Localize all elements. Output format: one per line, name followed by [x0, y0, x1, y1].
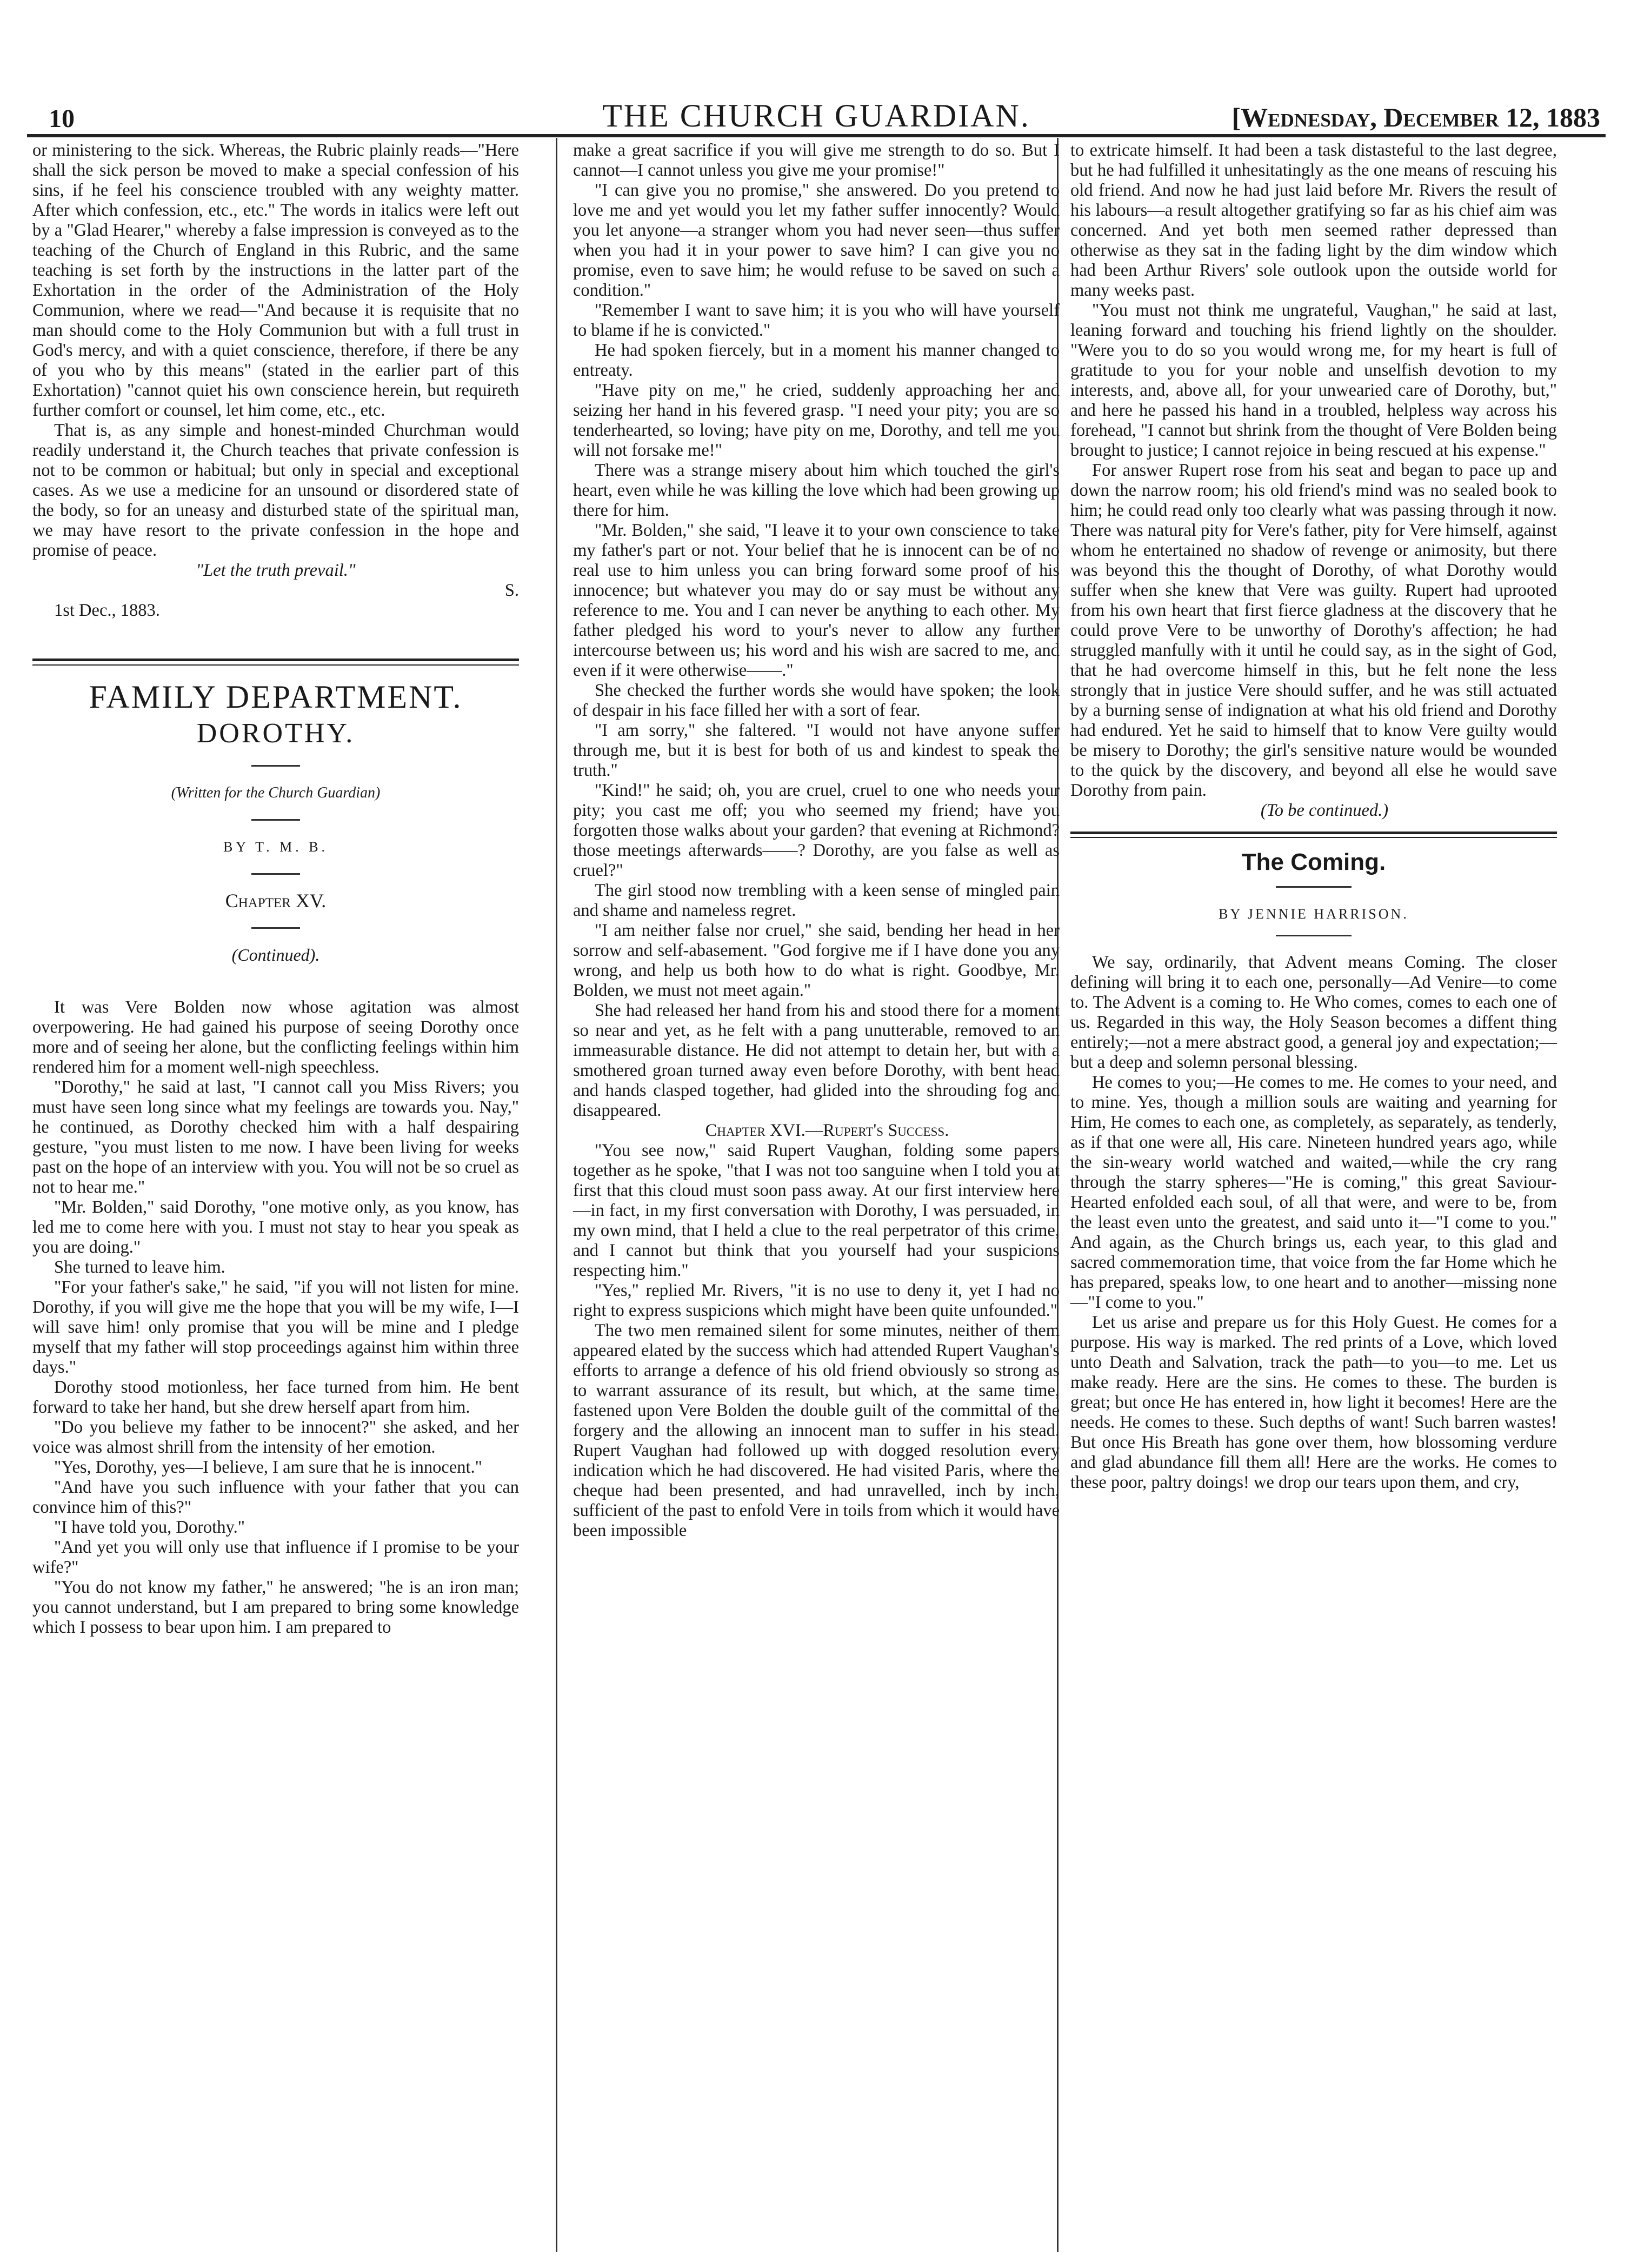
story-paragraph: The two men remained silent for some minutes, neither of them appeared elated by the success which had attended Rupert Vaughan's efforts to arrange a defence of his old friend obviously so strong as to warrant assurance of its result, but which, at the same time, fastened upon Vere Bolden the double guilt of the committal of the forgery and the allowing an innocent man to suffer in his stead. Rupert Vaughan had followed up with dogged resolution every indication which he had discovered. He had visited Paris, where the cheque had been presented, and had unravelled, inch by inch, sufficient of the past to enfold Vere in toils from which it would have been impossible	[573, 1321, 1060, 1540]
story-paragraph: "Remember I want to save him; it is you who will have yourself to blame if he is convicted."	[573, 301, 1060, 340]
short-rule	[251, 765, 300, 767]
closing-quote: "Let the truth prevail."	[196, 561, 356, 580]
issue-date: [Wednesday, December 12, 1883	[1231, 102, 1600, 132]
article-paragraph: We say, ordinarily, that Advent means Coming. The closer defining will bring it to each one, personally—Ad Venire—to come to. The Advent is a coming to. He Who comes, comes to each one of us. Regarded in this way, the Holy Season becomes a diffent thing entirely;—not a mere abstract good, a general joy and expectation;—but a deep and solemn personal blessing.	[1070, 953, 1557, 1072]
story-paragraph: "Have pity on me," he cried, suddenly approaching her and seizing her hand in his fevered grasp. "I need your pity; you are so tenderhearted, so loving; have pity on me, Dorothy, and tell me you will not forsake me!"	[573, 381, 1060, 460]
story-paragraph: "Yes, Dorothy, yes—I believe, I am sure that he is innocent."	[54, 1458, 482, 1477]
story-title: DOROTHY.	[196, 718, 355, 749]
story-paragraph: "Yes," replied Mr. Rivers, "it is no use to deny it, yet I had no right to express suspicions which might have been quite unfounded."	[573, 1281, 1060, 1320]
story-paragraph: "For your father's sake," he said, "if you will not listen for mine. Dorothy, if you will give me the hope that you will be my wife, I—I will save him! only promise that you will be mine and I pledge myself that my father will stop proceedings against him within three days."	[32, 1278, 519, 1377]
story-paragraph: For answer Rupert rose from his seat and began to pace up and down the narrow room; his old friend's mind was no sealed book to him; he could read only too clearly what was passing through it now. There was natural pity for Vere's father, pity for Vere himself, against whom he entertained no shadow of revenge or animosity, but there was beyond this the thought of Dorothy, of what Dorothy would suffer when she knew that Vere was guilty. Rupert had uprooted from his own heart that first fierce gladness at the discovery that he could prove Vere to be unworthy of Dorothy's affection; he had struggled manfully with it until he could say, as in the sight of God, that he had overcome himself in this, but he felt none the less strongly that in justice Vere should suffer, and he was still actuated by a burning sense of indignation at what his old friend and Dorothy had endured. Yet he said to himself that to know Vere guilty would be misery to Dorothy; the girl's sensitive nature would be wounded to the quick by the discovery, and beyond all else he would save Dorothy from pain.	[1070, 461, 1557, 800]
story-paragraph: "Kind!" he said; oh, you are cruel, cruel to one who needs your pity; you cast me off; you who seemed my friend; have you forgotten those walks about your garden? that evening at Richmond? those meetings afterwards——? Dorothy, are you false as well as cruel?"	[573, 781, 1060, 880]
chapter-heading: Chapter XVI.—Rupert's Success.	[705, 1121, 949, 1140]
story-paragraph: "I have told you, Dorothy."	[54, 1518, 245, 1537]
story-paragraph: It was Vere Bolden now whose agitation was almost overpowering. He had gained his purpose of seeing Dorothy once more and of seeing her alone, but the conflicting feelings within him rendered him for a moment well-nigh speechless.	[32, 997, 519, 1077]
story-paragraph: "You see now," said Rupert Vaughan, folding some papers together as he spoke, "that I was not too sanguine when I told you at first that this cloud must soon pass away. At our first interview here—in fact, in my first conversation with Dorothy, I was persuaded, in my own mind, that I held a clue to the real perpetrator of this crime, and I cannot but think that you yourself had your suspicions respecting him."	[573, 1141, 1060, 1280]
header-rule	[27, 134, 1606, 137]
short-rule	[251, 819, 300, 821]
story-paragraph: make a great sacrifice if you will give me strength to do so. But I cannot—I cannot unless you give me your promise!"	[573, 141, 1060, 180]
written-for-note: (Written for the Church Guardian)	[171, 784, 381, 801]
column-divider	[556, 138, 557, 2252]
story-paragraph: The girl stood now trembling with a keen sense of mingled pain and shame and nameless regret.	[573, 881, 1060, 920]
story-paragraph: "I can give you no promise," she answered. Do you pretend to love me and yet would you let my father suffer innocently? Would you let anyone—a stranger whom you had never seen—thus suffer when you had it in your power to save him? I can give you no promise, even to save him; he would refuse to be saved on such a condition."	[573, 181, 1060, 300]
signature: S.	[504, 581, 519, 600]
short-rule	[251, 873, 300, 875]
column-1	[32, 141, 519, 1638]
byline: BY JENNIE HARRISON.	[1219, 906, 1409, 922]
story-paragraph: to extricate himself. It had been a task distasteful to the last degree, but he had fulfilled it unhesitatingly as the one means of rescuing his old friend. And now he had just laid before Mr. Rivers the result of his labours—a result altogether gratifying so far as his chief aim was concerned. And yet both men seemed rather depressed than otherwise as they sat in the fading light by the dim window which had been Arthur Rivers' sole outlook upon the outside world for many weeks past.	[1070, 141, 1557, 300]
story-paragraph: There was a strange misery about him which touched the girl's heart, even while he was killing the love which had been growing up there for him.	[573, 461, 1060, 520]
continued-note: (Continued).	[231, 945, 320, 965]
story-paragraph: "And have you such influence with your father that you can convince him of this?"	[32, 1478, 519, 1517]
chapter-heading: Chapter XV.	[225, 890, 327, 912]
story-paragraph: "And yet you will only use that influence if I promise to be your wife?"	[32, 1538, 519, 1577]
story-paragraph: "I am neither false nor cruel," she said, bending her head in her sorrow and self-abasement. "God forgive me if I have done you any wrong, and help us both how to do what is right. Goodbye, Mr. Bolden, we must not meet again."	[573, 921, 1060, 1000]
short-rule	[1276, 886, 1352, 888]
story-paragraph: "Mr. Bolden," said Dorothy, "one motive only, as you know, has led me to come here with you. I must not stay to hear you speak as you are doing."	[32, 1198, 519, 1257]
story-paragraph: She checked the further words she would have spoken; the look of despair in his face filled her with a sort of fear.	[573, 681, 1060, 720]
column-2	[573, 141, 1060, 1541]
section-rule	[1070, 832, 1557, 838]
short-rule	[251, 927, 300, 929]
page-number: 10	[49, 104, 75, 133]
story-paragraph: "Mr. Bolden," she said, "I leave it to your own conscience to take my father's part or not. Your belief that he is innocent can be of no real use to him unless you can bring forward some proof of his innocence; but whatever you may do or say must be without any reference to me. You and I can never be anything to each other. My father pledged his word to your's never to allow any further intercourse between us; his word and his wish are sacred to me, and even if it were otherwise——."	[573, 521, 1060, 680]
article-paragraph: He comes to you;—He comes to me. He comes to your need, and to mine. Yes, though a million souls are waiting and yearning for Him, He comes to each one, as completely, as separately, as tenderly, as if that one were all, His care. Nineteen hundred years ago, while the sin-weary world watched and waited,—while the cry rang through the starry spheres—"He is coming," this great Saviour-Hearted enfolded each soul, of all that were, and were to be, from the least even unto the greatest, and said unto it—"I come to you." And again, as the Church brings us, each year, to this glad and sacred commemoration time, that voice from the far Home which he has prepared, speaks low, to one heart and to another—missing none—"I come to you."	[1070, 1073, 1557, 1312]
story-paragraph: "You do not know my father," he answered; "he is an iron man; you cannot understand, but I am prepared to bring some knowledge which I possess to bear upon him. I am prepared to	[32, 1578, 519, 1637]
to-be-continued-note: (To be continued.)	[1260, 801, 1389, 820]
byline: BY T. M. B.	[223, 839, 329, 855]
column-3	[1070, 141, 1557, 1493]
section-rule	[32, 659, 519, 666]
newspaper-title: THE CHURCH GUARDIAN.	[602, 98, 1030, 134]
article-paragraph: Let us arise and prepare us for this Holy Guest. He comes for a purpose. His way is marked. The red prints of a Love, which loved unto Death and Salvation, track the path—to you—to me. Let us make ready. Here are the sins. He comes to these. The burden is great; but once He has entered in, how light it becomes! Here are the needs. He comes to these. Such depths of want! Such barren wastes! But once His Breath has gone over them, how blossoming verdure and glad abundance fill them all! Here are the works. He comes to these poor, paltry doings! we drop our tears upon them, and cry,	[1070, 1313, 1557, 1492]
department-heading: FAMILY DEPARTMENT.	[89, 679, 463, 715]
story-paragraph: Dorothy stood motionless, her face turned from him. He bent forward to take her hand, but she drew herself apart from him.	[32, 1378, 519, 1417]
story-paragraph: "I am sorry," she faltered. "I would not have anyone suffer through me, but it is best for both of us and kindest to speak the truth."	[573, 721, 1060, 780]
masthead	[27, 70, 1606, 134]
article-paragraph: That is, as any simple and honest-minded Churchman would readily understand it, the Church teaches that private confession is not to be common or habitual; but only in special and exceptional cases. As we use a medicine for an unsound or disordered state of the body, so for an uneasy and disturbed state of the spiritual man, we may have resort to the private confession in the hope and promise of peace.	[32, 421, 519, 560]
story-paragraph: "Dorothy," he said at last, "I cannot call you Miss Rivers; you must have seen long since what my feelings are towards you. Nay," he continued, as Dorothy checked him with a half despairing gesture, "you must listen to me now. I have been living for weeks past on the hope of an interview with you. You will not be so cruel as not to hear me."	[32, 1078, 519, 1197]
story-paragraph: He had spoken fiercely, but in a moment his manner changed to entreaty.	[573, 341, 1060, 380]
article-title: The Coming.	[1241, 849, 1386, 875]
story-paragraph: "You must not think me ungrateful, Vaughan," he said at last, leaning forward and touching his friend lightly on the shoulder. "Were you to do so you would wrong me, for my heart is full of gratitude to you for your noble and unselfish devotion to my interests, and, above all, for your unwearied care of Dorothy, but," and here he passed his hand in a troubled, helpless way across his forehead, "I cannot but shrink from the thought of Vere Bolden being brought to justice; I cannot rejoice in being rescued at his expense."	[1070, 301, 1557, 460]
dateline: 1st Dec., 1883.	[54, 601, 160, 620]
story-paragraph: She turned to leave him.	[54, 1258, 225, 1277]
article-paragraph: or ministering to the sick. Whereas, the Rubric plainly reads—"Here shall the sick person be moved to make a special confession of his sins, if he feel his conscience troubled with any weighty matter. After which confession, etc., etc." The words in italics were left out by a "Glad Hearer," whereby a false impression is conveyed as to the teaching of the Church of England in this Rubric, and the same teaching is set forth by the instructions in the latter part of the Exhortation in the order of the Administration of the Holy Communion, where we read—"And because it is requisite that no man should come to the Holy Communion but with a full trust in God's mercy, and with a quiet conscience, therefore, if there be any of you who by this means" (stated in the earlier part of this Exhortation) "cannot quiet his own conscience herein, but requireth further comfort or counsel, let him come, etc., etc.	[32, 141, 519, 420]
story-paragraph: She had released her hand from his and stood there for a moment so near and yet, as he felt with a pang unutterable, removed to an immeasurable distance. He did not attempt to detain her, but with a smothered groan turned away even before Dorothy, with bent head and hands clasped together, had glided into the shrouding fog and disappeared.	[573, 1001, 1060, 1120]
story-paragraph: "Do you believe my father to be innocent?" she asked, and her voice was almost shrill from the intensity of her emotion.	[32, 1418, 519, 1457]
short-rule	[1276, 935, 1352, 936]
